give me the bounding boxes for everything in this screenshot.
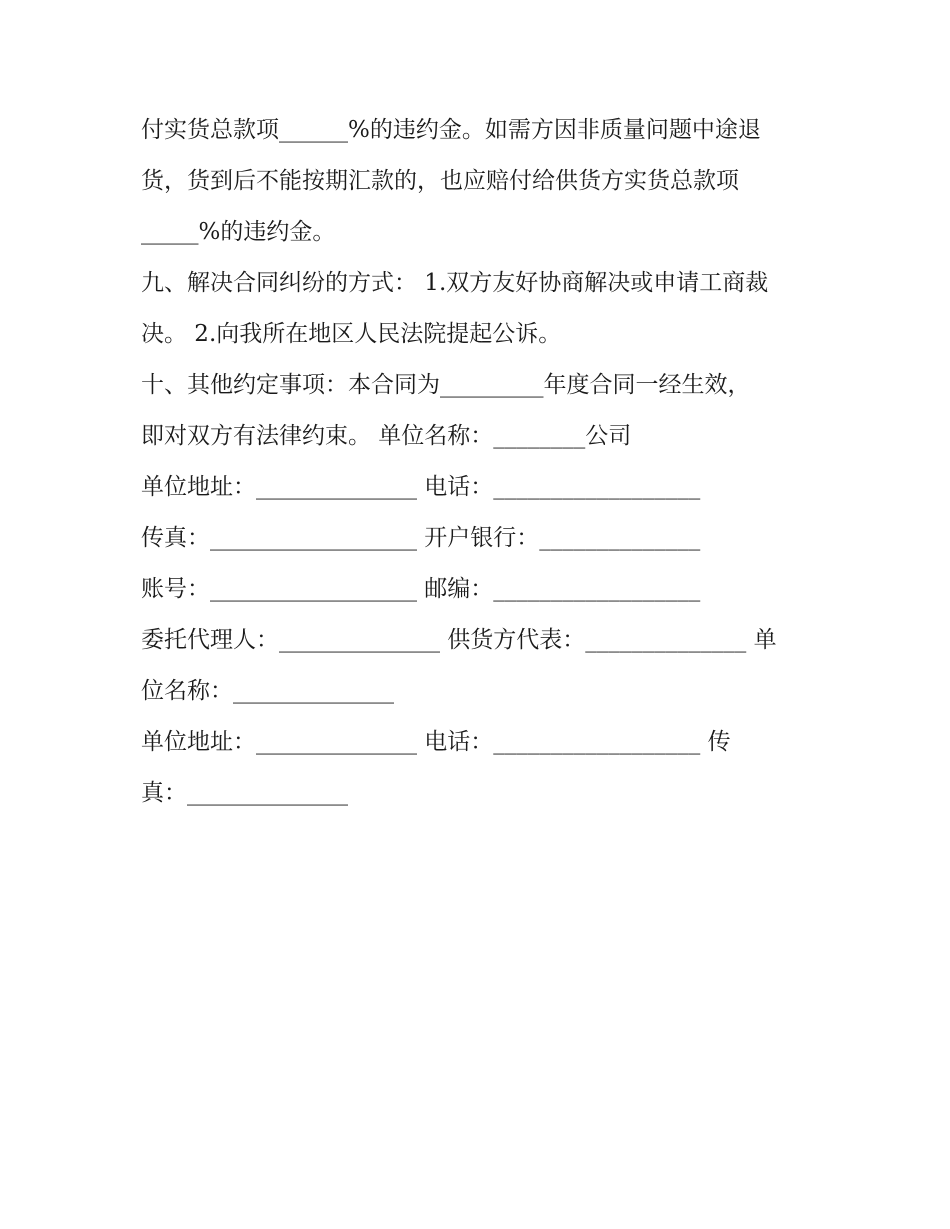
text-line-4: 九、解决合同纠纷的方式： 1.双方友好协商解决或申请工商裁 xyxy=(141,270,769,296)
text-line-1: 付实货总款项______%的违约金。如需方因非质量问题中途退 xyxy=(141,117,761,143)
text-line-10: 账号：__________________ 邮编：__________________ xyxy=(141,576,701,602)
text-line-6: 十、其他约定事项：本合同为_________年度合同一经生效， xyxy=(141,372,751,398)
contract-text-body xyxy=(141,108,811,822)
text-line-5: 决。 2.向我所在地区人民法院提起公诉。 xyxy=(141,321,562,347)
text-line-3: _____%的违约金。 xyxy=(141,219,336,245)
text-line-14: 真：______________ xyxy=(141,780,348,806)
text-line-13: 单位地址：______________ 电话：__________________ 传 xyxy=(141,729,731,755)
text-line-11: 委托代理人：______________ 供货方代表：______________ 单 xyxy=(141,627,777,653)
text-line-9: 传真：__________________ 开户银行：______________ xyxy=(141,525,701,551)
text-line-12: 位名称：______________ xyxy=(141,678,394,704)
text-line-8: 单位地址：______________ 电话：__________________ xyxy=(141,474,701,500)
text-line-7: 即对双方有法律约束。 单位名称：________公司 xyxy=(141,423,632,449)
text-line-2: 货，货到后不能按期汇款的，也应赔付给供货方实货总款项 xyxy=(141,168,739,194)
